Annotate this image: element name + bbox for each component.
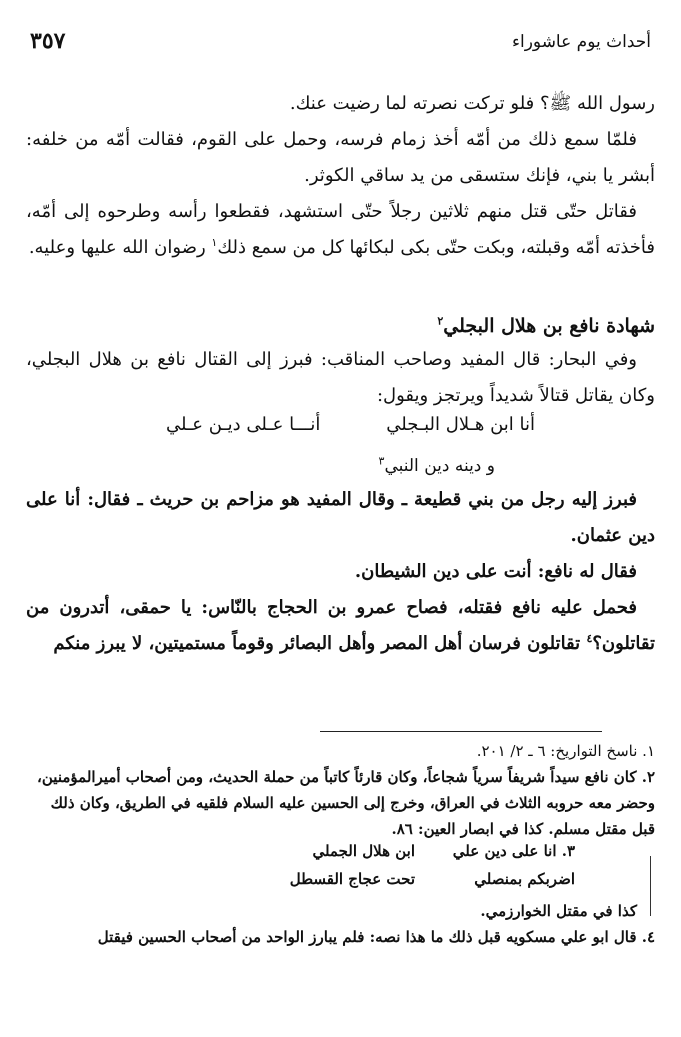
footnote-source: كذا في مقتل الخوارزمي. [480,902,637,920]
footnote-marker: ٣ [378,454,385,468]
verse-hemistich: ٣. انا على دين علي [452,842,575,860]
paragraph [26,590,655,662]
paragraph: فلمّا سمع ذلك من أمّه أخذ زمام فرسه، وحمل على القوم، فقالت أمّه من خلفه: أبشر يا بني، فإنك ستسقى من يد ساقي الكوثر. [26,129,655,186]
footnote-marker: ٢ [437,314,444,328]
verse-hemistich: أنا ابن هـلال البـجلي [386,414,535,435]
verse-hemistich: تحت عجاج القسطل [289,870,415,888]
footnote: ٤. قال ابو علي مسكويه قبل ذلك ما هذا نصه: فلم يبارز الواحد من أصحاب الحسين فيقتل [97,928,655,946]
footnote-marker: ١ [211,236,218,249]
footnote-divider [320,731,602,732]
verse-hemistich: اضربكم بمنصلي [474,870,575,888]
paragraph: وفي البحار: قال المفيد وصاحب المناقب: فبرز إلى القتال نافع بن هلال البجلي، وكان يقاتل قتالاً شديداً ويرتجز ويقول: [26,349,655,406]
main-text [26,86,655,662]
running-title: أحداث يوم عاشوراء [511,32,651,52]
margin-line [650,856,651,916]
footnotes [26,738,655,950]
page-header [30,28,651,62]
verse-hemistich: و دينه دين النبي [384,456,495,476]
section-title [26,310,655,342]
footnote-verse [26,842,655,870]
paragraph-text: تقاتلون فرسان أهل المصر وأهل البصائر وقوماً مستميتين، لا يبرز منكم [53,633,587,654]
page-number: ٣٥٧ [30,28,66,54]
verse-hemistich: ابن هلال الجملي [312,842,415,860]
paragraph: فقال له نافع: أنت على دين الشيطان. [354,561,637,582]
text-line: رسول الله ﷺ؟ فلو تركت نصرته لما رضيت عنك. [289,93,655,114]
paragraph: فبرز إليه رجل من بني قطيعة ـ وقال المفيد هو مزاحم بن حريث ـ فقال: أنا على دين عثمان. [26,489,655,546]
footnote: ١. ناسخ التواريخ: ٦ ـ ٢/ ٢٠١. [476,742,655,760]
verse-hemistich: أنـــا عـلى ديـن عـلي [166,414,321,435]
poem-verse [26,414,655,450]
footnote-verse [26,870,655,898]
section-title-text: شهادة نافع بن هلال البجلي [443,315,655,337]
poem-verse [26,450,495,482]
paragraph [26,194,655,266]
paragraph-text: فحمل عليه نافع فقتله، فصاح عمرو بن الحجاج بالنّاس: يا حمقى، أتدرون من تقاتلون؟ [26,597,655,654]
paragraph-text: رضوان الله عليها وعليه. [28,237,212,258]
footnote-marker: ٤ [586,632,593,645]
paragraph-text: فقاتل حتّى قتل منهم ثلاثين رجلاً حتّى استشهد، فقطعوا رأسه وطرحوه إلى أمّه، فأخذته أمّه وقبلته، وبكت حتّى بكى لبكائها كل من سمع ذلك [26,201,655,258]
footnote: ٢. كان نافع سيداً شريفاً سرياً شجاعاً، وكان قارئاً كاتباً من حملة الحديث، ومن أصحاب أميرالمؤمنين، وحضر معه حروبه الثلاث في العراق، وخرج إلى الحسين عليه السلام فلقيه في الطريق، وكان ذلك قبل مقتل مسلم. كذا في ابصار العين: ٨٦. [37,768,655,838]
